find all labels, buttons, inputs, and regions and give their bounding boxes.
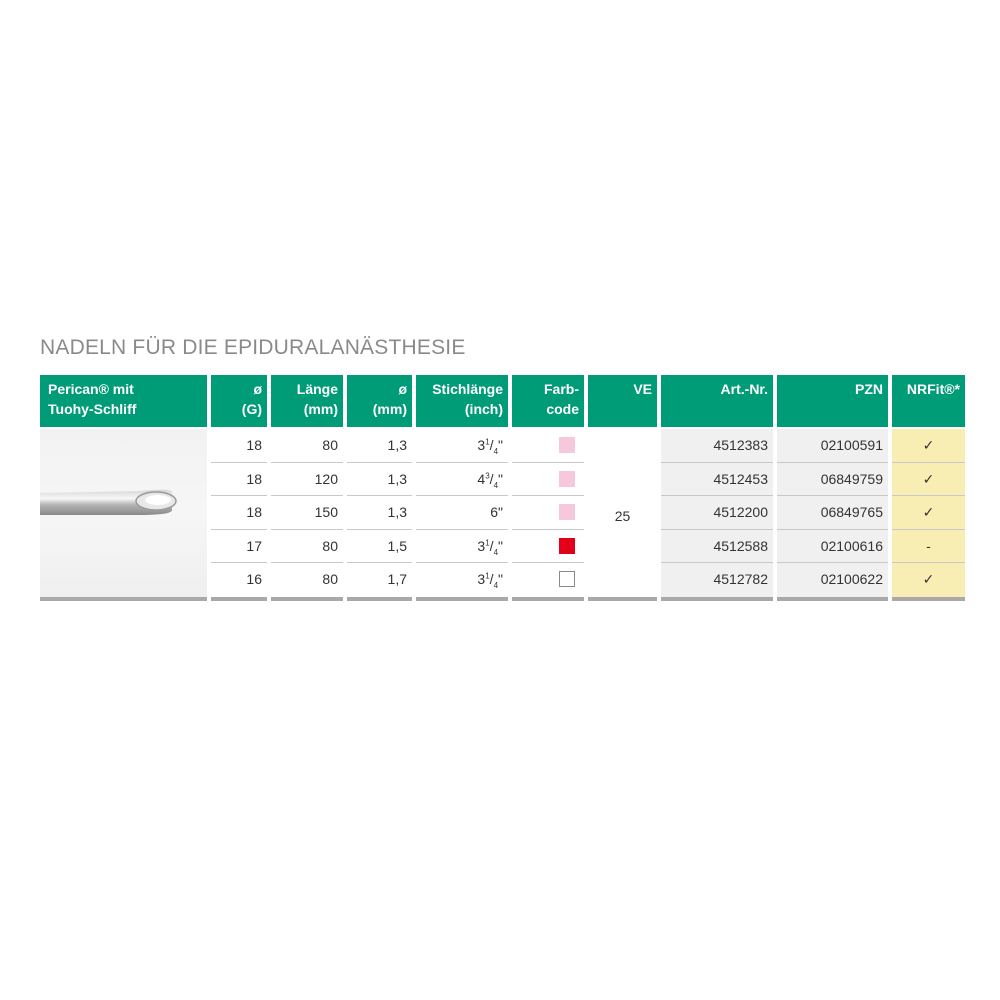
stichlaenge-numerator: 1	[485, 437, 490, 447]
product-image	[40, 429, 207, 598]
pzn-cell: 02100616	[820, 538, 883, 554]
stichlaenge-numerator: 1	[485, 538, 490, 548]
header-gauge-line2: (G)	[241, 401, 262, 417]
header-length	[271, 375, 343, 427]
header-stichlaenge-line1: Stichlänge	[432, 381, 503, 397]
diameter-cell: 1,3	[387, 471, 407, 487]
length-cell: 80	[322, 538, 338, 554]
length-cell: 80	[322, 571, 338, 587]
stichlaenge-cell: $3^1/_4$"	[477, 538, 503, 557]
color-swatch	[559, 471, 575, 487]
header-stichlaenge-line2: (inch)	[464, 401, 503, 417]
bottom-rule	[347, 597, 412, 601]
bottom-rule	[416, 597, 508, 601]
stichlaenge-cell: $3^1/_4$"	[477, 571, 503, 590]
diameter-cell: 1,3	[387, 504, 407, 520]
length-cell: 150	[314, 504, 338, 520]
pzn-cell: 02100622	[820, 571, 883, 587]
stichlaenge-whole: 4	[477, 471, 486, 487]
header-diameter-line1: ø	[398, 381, 407, 397]
header-nrfit	[892, 375, 965, 427]
diameter-cell: 1,3	[387, 437, 407, 453]
stichlaenge-cell	[416, 496, 508, 528]
header-diameter	[347, 375, 412, 427]
nrfit-check-icon: ✓	[922, 571, 935, 587]
stichlaenge-cell: $3^1/_4$"	[477, 437, 503, 456]
color-swatch	[559, 437, 575, 453]
nrfit-check-icon: ✓	[922, 437, 935, 453]
stichlaenge-cell: $4^3/_4$"	[477, 471, 503, 490]
nrfit-check-icon: ✓	[922, 471, 935, 487]
header-art	[661, 375, 773, 427]
nrfit-check-icon: -	[926, 538, 931, 554]
pzn-cell: 06849759	[820, 471, 883, 487]
bottom-rule	[40, 597, 207, 601]
gauge-cell: 17	[246, 538, 262, 554]
stichlaenge-whole: 3	[477, 437, 486, 453]
header-pzn	[777, 375, 888, 427]
bottom-rule	[661, 597, 773, 601]
bottom-rule	[271, 597, 343, 601]
stichlaenge-denominator: 4	[493, 580, 499, 590]
row-separator	[512, 529, 584, 530]
header-farbcode-line1: Farb-	[544, 381, 579, 397]
bottom-rule	[892, 597, 965, 601]
header-ve-label: VE	[633, 381, 652, 397]
pzn-cell: 06849765	[820, 504, 883, 520]
art-nr-cell: 4512383	[713, 437, 768, 453]
gauge-cell: 16	[246, 571, 262, 587]
header-pzn-label: PZN	[855, 381, 883, 397]
length-cell: 80	[322, 437, 338, 453]
bottom-rule	[588, 597, 657, 601]
header-nrfit-label: NRFit®*	[906, 381, 960, 397]
gauge-cell: 18	[246, 437, 262, 453]
header-stichlaenge	[416, 375, 508, 427]
art-nr-cell: 4512588	[713, 538, 768, 554]
stichlaenge-numerator: 3	[485, 471, 490, 481]
header-length-line2: (mm)	[303, 401, 338, 417]
stichlaenge-denominator: 4	[493, 547, 499, 557]
art-nr-cell: 4512782	[713, 571, 768, 587]
header-diameter-line2: (mm)	[372, 401, 407, 417]
stichlaenge-value: 6"	[490, 504, 503, 520]
stichlaenge-denominator: 4	[493, 480, 499, 490]
stichlaenge-whole: 3	[477, 538, 486, 554]
stichlaenge-numerator: 1	[485, 571, 490, 581]
header-farbcode	[512, 375, 584, 427]
pzn-cell: 02100591	[820, 437, 883, 453]
header-length-line1: Länge	[296, 381, 338, 397]
stichlaenge-whole: 3	[477, 571, 486, 587]
bottom-rule	[777, 597, 888, 601]
diameter-cell: 1,5	[387, 538, 407, 554]
bottom-rule	[211, 597, 267, 601]
header-product-line1: Perican® mit	[48, 381, 134, 397]
length-cell: 120	[314, 471, 338, 487]
header-ve	[588, 375, 657, 427]
header-gauge-line1: ø	[253, 381, 262, 397]
stichlaenge-denominator: 4	[493, 446, 499, 456]
header-gauge	[211, 375, 267, 427]
header-art-label: Art.-Nr.	[720, 381, 768, 397]
row-separator	[512, 462, 584, 463]
color-swatch	[559, 538, 575, 554]
nrfit-check-icon: ✓	[922, 504, 935, 520]
color-swatch	[559, 571, 575, 587]
art-nr-cell: 4512200	[713, 504, 768, 520]
needle-image	[40, 429, 207, 598]
row-separator	[512, 562, 584, 563]
art-nr-cell: 4512453	[713, 471, 768, 487]
gauge-cell: 18	[246, 471, 262, 487]
header-farbcode-line2: code	[546, 401, 579, 417]
page-title: NADELN FÜR DIE EPIDURALANÄSTHESIE	[40, 336, 466, 359]
color-swatch	[559, 504, 575, 520]
header-product-line2: Tuohy-Schliff	[48, 401, 137, 417]
header-product	[40, 375, 207, 427]
gauge-cell: 18	[246, 504, 262, 520]
diameter-cell: 1,7	[387, 571, 407, 587]
bottom-rule	[512, 597, 584, 601]
row-separator	[512, 495, 584, 496]
ve-value: 25	[614, 508, 631, 524]
